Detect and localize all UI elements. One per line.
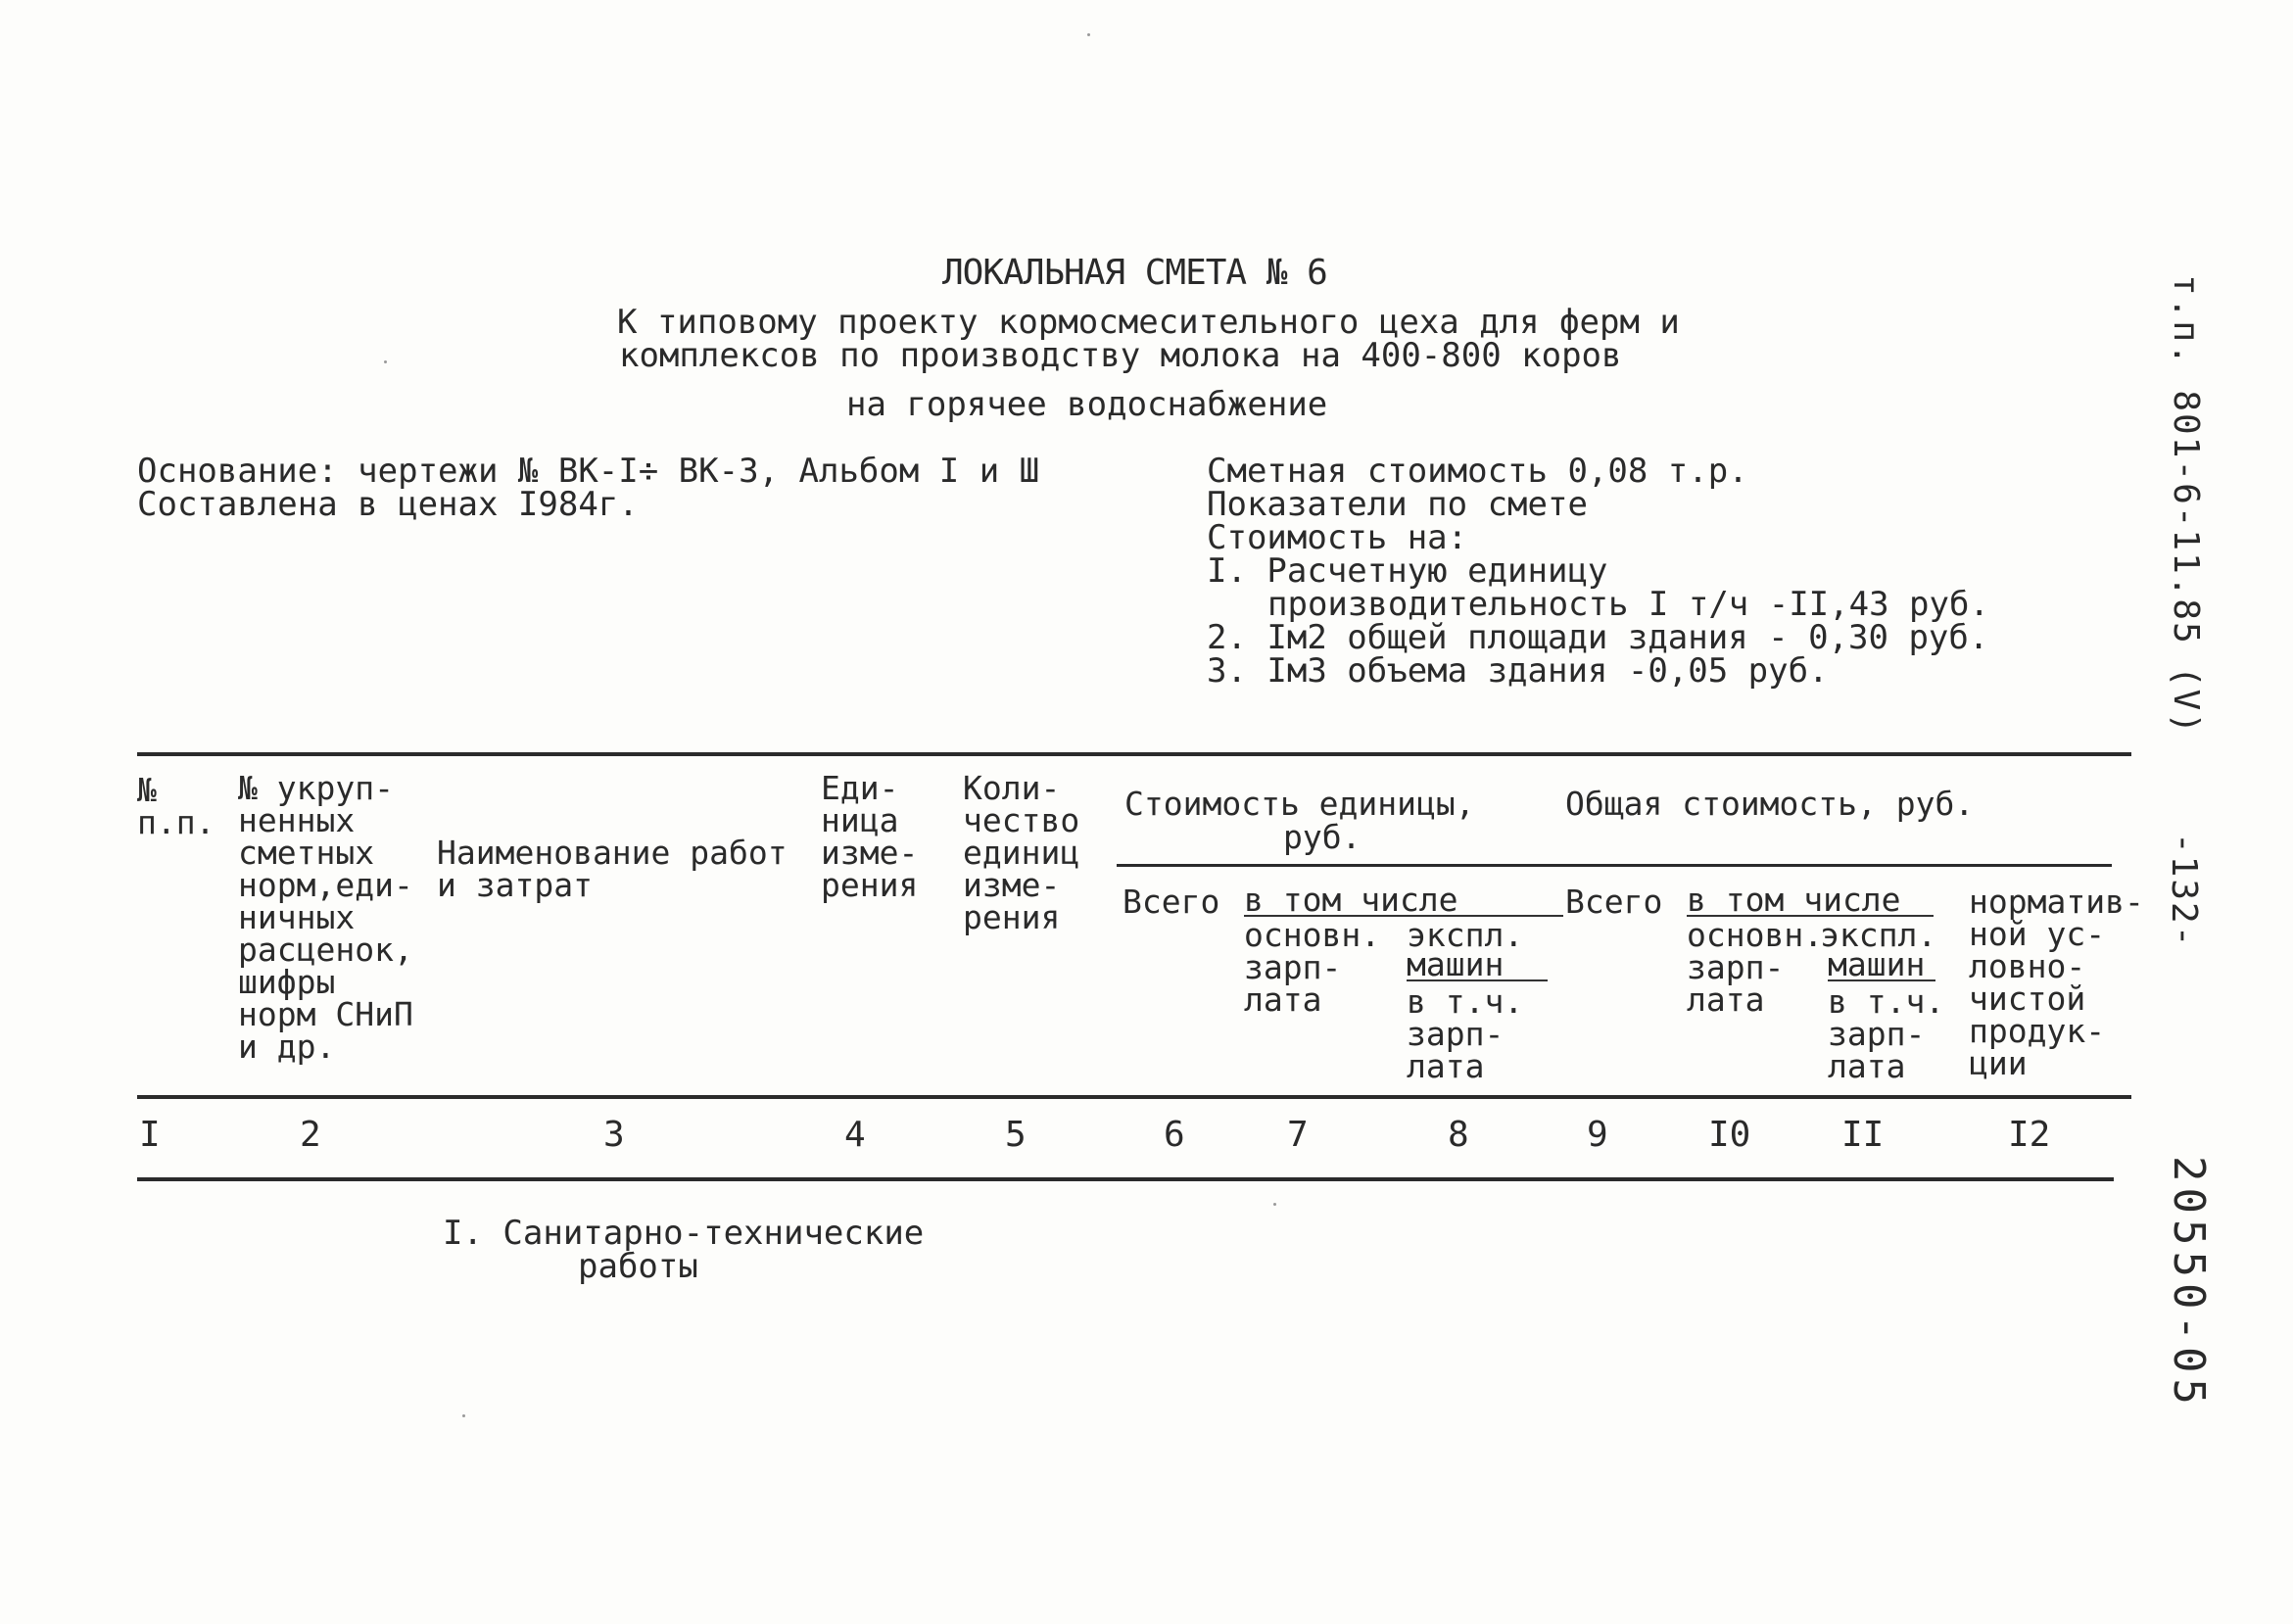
unit-basic-wage-line-3: лата — [1244, 980, 1322, 1019]
total-basic-wage-line-1: основн. — [1687, 916, 1824, 954]
column-number: I2 — [2008, 1115, 2051, 1155]
document-title: ЛОКАЛЬНАЯ СМЕТА № 6 — [942, 253, 1327, 293]
section-heading-line-2: работы — [578, 1247, 698, 1286]
cost-per-volume: 3. Iм3 объема здания -0,05 руб. — [1207, 651, 1829, 691]
col-quantity-header — [963, 769, 1080, 936]
total-incl-wage-line-2: зарп- — [1828, 1015, 1926, 1053]
subtitle-line-2: комплексов по производству молока на 400-800 коров — [619, 336, 1622, 375]
subtitle-line-3: на горячее водоснабжение — [846, 385, 1328, 424]
col-name-line-1: Наименование работ — [437, 834, 788, 872]
col-norms-line-7: шифры — [238, 963, 336, 1001]
unit-machine-underlined — [1407, 945, 1548, 983]
total-total-label: Всего — [1565, 883, 1663, 921]
column-number: 5 — [1005, 1115, 1027, 1155]
col-unit-line-1: Еди- — [821, 769, 899, 807]
col-norms-line-1: № укруп- — [238, 769, 394, 807]
unit-cost-rule — [1117, 864, 2112, 867]
col-number-header — [137, 771, 215, 841]
col-norms-line-8: норм СНиП — [238, 995, 413, 1033]
col-quantity-line-5: рения — [963, 898, 1061, 936]
column-number: 2 — [300, 1115, 321, 1155]
column-number: II — [1841, 1115, 1885, 1155]
column-number: 3 — [603, 1115, 625, 1155]
column-number: 4 — [844, 1115, 866, 1155]
unit-cost-currency: руб. — [1283, 818, 1361, 856]
table-header-bottom-rule — [137, 1095, 2131, 1099]
subtitle-line-1: К типовому проекту кормосмесительного цеха для ферм и — [617, 303, 1680, 342]
cost-per-heading: Стоимость на: — [1207, 518, 1468, 557]
col-unit-line-2: ница — [821, 801, 899, 839]
column-number: 7 — [1287, 1115, 1309, 1155]
normative-line-6: ции — [1969, 1044, 2028, 1082]
unit-incl-label — [1244, 881, 1563, 919]
col-norms-line-2: ненных — [238, 801, 356, 839]
basis-line-2: Составлена в ценах I984г. — [137, 485, 639, 524]
unit-incl-wage-line-3: лата — [1407, 1047, 1485, 1085]
estimated-cost: Сметная стоимость 0,08 т.р. — [1207, 452, 1748, 491]
unit-cost-header: Стоимость единицы, — [1124, 785, 1475, 823]
col-norms-line-4: норм,еди- — [238, 866, 413, 904]
column-number: 6 — [1164, 1115, 1185, 1155]
page-number: -132- — [2164, 833, 2204, 949]
archive-stamp: 20550-05 — [2164, 1156, 2214, 1410]
volume-mark: (V) — [2166, 666, 2206, 737]
unit-incl-wage — [1407, 982, 1524, 1085]
unit-incl-wage-line-1: в т.ч. — [1407, 982, 1524, 1021]
unit-incl-text: в том числе — [1244, 885, 1563, 917]
total-machine-label: экспл. — [1820, 916, 1937, 954]
col-name-line-2: и затрат — [437, 866, 593, 904]
total-incl-wage-line-1: в т.ч. — [1828, 982, 1945, 1021]
col-norms-line-6: расценок, — [238, 931, 413, 969]
unit-machine-text: машин — [1407, 950, 1548, 981]
total-machine-text: машин — [1828, 950, 1935, 981]
total-incl-wage-line-3: лата — [1828, 1047, 1906, 1085]
total-incl-text: в том числе — [1687, 885, 1934, 917]
total-incl-wage — [1828, 982, 1945, 1085]
cost-per-capacity: производительность I т/ч -II,43 руб. — [1267, 585, 1989, 624]
unit-total-label: Всего — [1123, 883, 1220, 921]
normative-line-3: ловно- — [1969, 947, 2086, 985]
normative-production-header — [1969, 883, 2144, 1082]
col-norms-line-5: ничных — [238, 898, 356, 936]
indicators-heading: Показатели по смете — [1207, 485, 1588, 524]
col-unit-header — [821, 769, 919, 904]
normative-line-4: чистой — [1969, 979, 2086, 1018]
unit-incl-wage-line-2: зарп- — [1407, 1015, 1505, 1053]
total-basic-wage-line-3: лата — [1687, 980, 1765, 1019]
cost-per-area: 2. Iм2 общей площади здания - 0,30 руб. — [1207, 618, 1989, 657]
table-top-rule — [137, 752, 2131, 756]
total-basic-wage — [1687, 916, 1824, 1019]
unit-basic-wage-line-2: зарп- — [1244, 948, 1342, 986]
section-heading-line-1: I. Санитарно-технические — [443, 1214, 925, 1253]
column-numbers-bottom-rule — [137, 1177, 2114, 1181]
scan-speck — [384, 360, 387, 363]
col-norms-line-3: сметных — [238, 834, 375, 872]
column-number: 9 — [1587, 1115, 1608, 1155]
col-quantity-line-3: единиц — [963, 834, 1080, 872]
unit-basic-wage — [1244, 916, 1381, 1019]
total-basic-wage-line-2: зарп- — [1687, 948, 1785, 986]
col-number-line-2: п.п. — [137, 803, 215, 841]
scan-speck — [462, 1414, 465, 1417]
unit-machine-label: экспл. — [1407, 916, 1524, 954]
column-number: I0 — [1708, 1115, 1751, 1155]
col-unit-line-3: изме- — [821, 834, 919, 872]
normative-line-1: норматив- — [1969, 883, 2144, 921]
col-number-line-1: № — [137, 771, 157, 809]
normative-line-2: ной ус- — [1969, 915, 2106, 953]
col-quantity-line-2: чество — [963, 801, 1080, 839]
normative-line-5: продук- — [1969, 1012, 2106, 1050]
column-number: 8 — [1448, 1115, 1469, 1155]
col-name-header — [437, 834, 788, 904]
basis-line-1: Основание: чертежи № ВК-I÷ ВК-3, Альбом I и Ш — [137, 452, 1040, 491]
total-cost-header: Общая стоимость, руб. — [1565, 785, 1975, 823]
project-code: т.п. 801-6-11.85 — [2166, 274, 2206, 645]
scan-speck — [1273, 1203, 1276, 1206]
total-incl-label — [1687, 881, 1934, 919]
unit-basic-wage-line-1: основн. — [1244, 916, 1381, 954]
col-unit-line-4: рения — [821, 866, 919, 904]
cost-per-unit-label: I. Расчетную единицу — [1207, 551, 1608, 591]
col-norms-line-9: и др. — [238, 1027, 336, 1066]
scan-speck — [1087, 33, 1090, 36]
col-norms-header — [238, 769, 413, 1066]
column-number: I — [139, 1115, 161, 1155]
col-quantity-line-1: Коли- — [963, 769, 1061, 807]
total-machine-underlined — [1828, 945, 1935, 983]
col-quantity-line-4: изме- — [963, 866, 1061, 904]
